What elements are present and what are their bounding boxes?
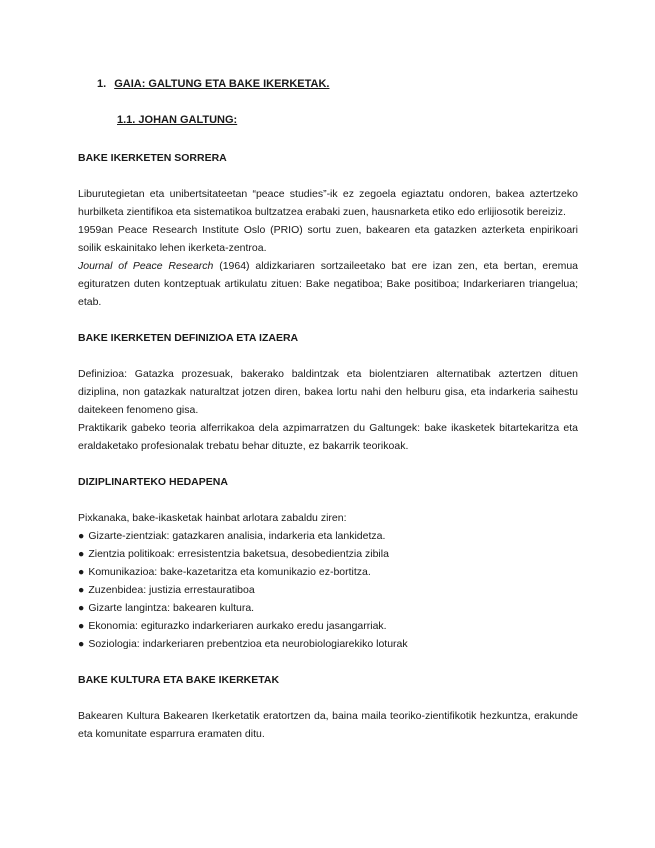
bullet-icon: ● (78, 548, 85, 560)
paragraph: Bakearen Kultura Bakearen Ikerketatik eratortzen da, baina maila teoriko-zientifikotik hezkuntza, erakunde eta komunitate esparrura eramaten ditu. (78, 710, 578, 740)
paragraph: Liburutegietan eta unibertsitateetan “peace studies”-ik ez zegoela egiaztatu ondoren, bakea aztertzeko hurbilketa zientifikoa eta sistematikoa bultzatzea erabaki zuen, hausnarketa etiko edo erlijiosotik bereiziz. (78, 188, 578, 218)
bullet-icon: ● (78, 566, 85, 578)
section-sorrera (78, 149, 578, 311)
paragraph: Definizioa: Gatazka prozesuak, bakerako baldintzak eta biolentziaren alternatibak aztertzen dituen diziplina, non gatazkak naturaltzat jotzen diren, bakea lortu nahi den helburu gisa, eta indarkeria saihestu daitekeen fenomeno gisa. (78, 368, 578, 416)
heading-kultura: BAKE KULTURA ETA BAKE IKERKETAK (78, 674, 280, 686)
paragraph-text: (1964) aldizkariaren sortzaileetako bat ere izan zen, eta bertan, eremua egituratzen duten kontzeptuak artikulatu zituen: Bake negatiboa; Bake positiboa; Indarkeriaren triangelua; etab. (78, 260, 579, 308)
heading-hedapena: DIZIPLINARTEKO HEDAPENA (78, 476, 228, 488)
list-item: ● Ekonomia: egiturazko indarkeriaren aurkako eredu jasangarriak. (78, 620, 387, 632)
section-kultura (78, 671, 578, 743)
bullet-icon: ● (78, 602, 85, 614)
list-item: ● Gizarte langintza: bakearen kultura. (78, 602, 255, 614)
journal-title: Journal of Peace Research (78, 260, 214, 272)
list-item: ● Komunikazioa: bake-kazetaritza eta komunikazio ez-bortitza. (78, 566, 371, 578)
bullet-icon: ● (78, 620, 85, 632)
section-hedapena (78, 473, 578, 653)
chapter-title-text: GAIA: GALTUNG ETA BAKE IKERKETAK. (114, 78, 330, 90)
bullet-icon: ● (78, 584, 85, 596)
chapter-title (97, 78, 330, 90)
list-item: ● Soziologia: indarkeriaren prebentzioa eta neurobiologiarekiko loturak (78, 638, 408, 650)
bullet-icon: ● (78, 530, 85, 542)
paragraph: 1959an Peace Research Institute Oslo (PRIO) sortu zuen, bakearen eta gatazken azterketa enpirikoari soilik eskainitako lehen ikerketa-zentroa. (78, 224, 578, 254)
heading-definizioa: BAKE IKERKETEN DEFINIZIOA ETA IZAERA (78, 332, 299, 344)
section-title: 1.1. JOHAN GALTUNG: (117, 114, 238, 126)
heading-sorrera: BAKE IKERKETEN SORRERA (78, 152, 227, 164)
paragraph (78, 257, 578, 311)
section-definizioa (78, 329, 578, 455)
paragraph: Praktikarik gabeko teoria alferrikakoa dela azpimarratzen du Galtungek: bake ikasketek bitartekaritza eta eraldaketako profesionalak trebatu behar dituzte, ez bakarrik teorikoak. (78, 422, 578, 452)
document-body (78, 149, 578, 761)
bullet-icon: ● (78, 638, 85, 650)
discipline-list (78, 527, 578, 653)
list-item: ● Zientzia politikoak: erresistentzia baketsua, desobedientzia zibila (78, 548, 389, 560)
list-item: ● Zuzenbidea: justizia errestauratiboa (78, 584, 255, 596)
chapter-number: 1. (97, 78, 107, 90)
paragraph: Pixkanaka, bake-ikasketak hainbat arlotara zabaldu ziren: (78, 512, 347, 524)
list-item: ● Gizarte-zientziak: gatazkaren analisia, indarkeria eta lankidetza. (78, 530, 386, 542)
